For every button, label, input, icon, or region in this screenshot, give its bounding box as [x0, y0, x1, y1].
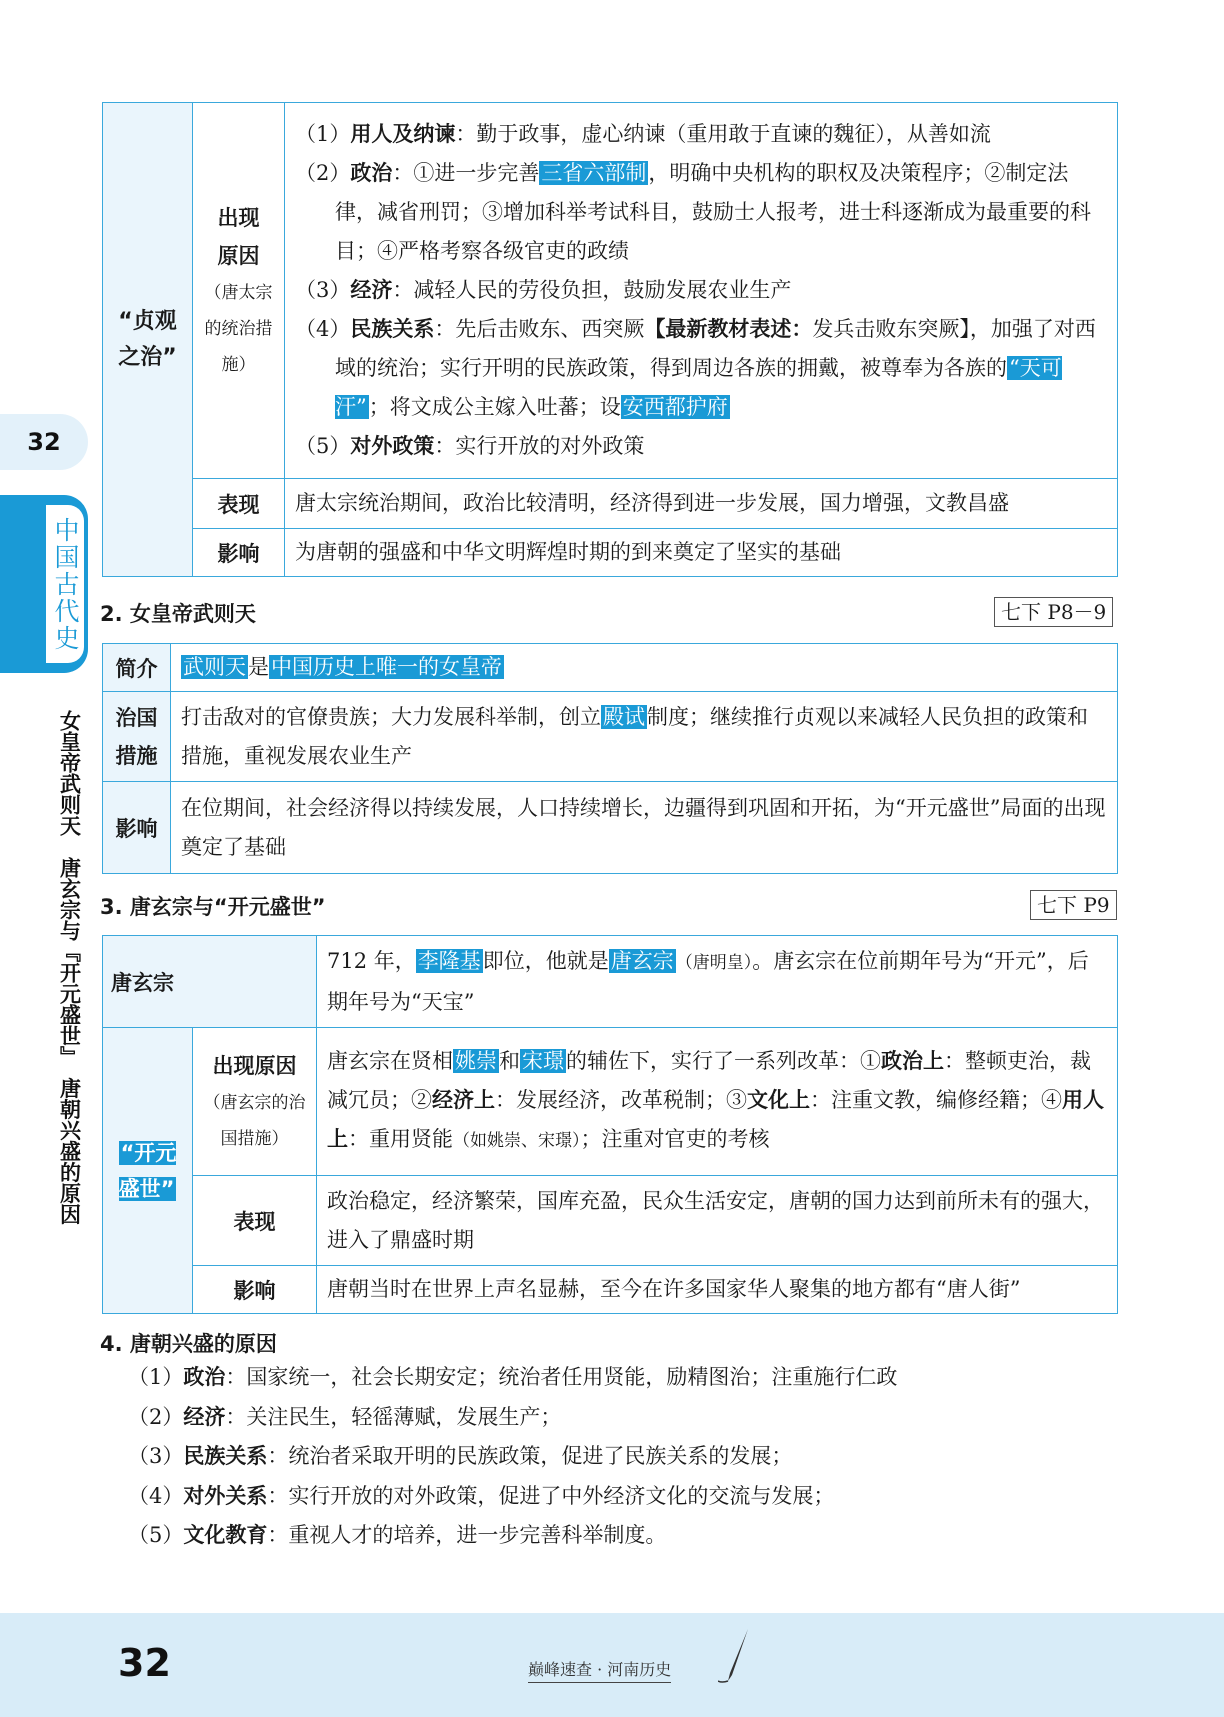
zhenguan-show-label: 表现 — [193, 479, 285, 529]
pen-icon — [718, 1627, 754, 1683]
footer-brand: 巅峰速查 · 河南历史 — [528, 1657, 671, 1683]
reason-item-2: （2）经济：关注民生，轻徭薄赋，发展生产； — [128, 1404, 562, 1429]
reason-item-5: （5）文化教育：重视人才的培养，进一步完善科举制度。 — [128, 1523, 667, 1547]
wuzetian-measures-label: 治国措施 — [103, 692, 171, 782]
side-topics — [52, 710, 86, 1250]
zhenguan-table — [102, 102, 1118, 577]
wuzetian-intro: 武则天是中国历史上唯一的女皇帝 — [171, 644, 1118, 692]
reason-item-1: （1）政治：国家统一，社会长期安定；统治者任用贤能，励精图治；注重施行仁政 — [128, 1365, 898, 1389]
side-chapter-label: 中国古代史 — [51, 516, 80, 652]
highlight-tian-kehan: “天可汗” — [335, 356, 1062, 419]
section-2-heading: 2. 女皇帝武则天 — [100, 602, 256, 626]
xuanzong-table — [102, 935, 1118, 1314]
xuanzong-ruler-label: 唐玄宗 — [103, 936, 317, 1028]
xuanzong-causes: 唐玄宗在贤相姚崇和宋璟的辅佐下，实行了一系列改革：①政治上：整顿吏治，裁减冗员；②经济上：发展经济，改革税制；③文化上：注重文教，编修经籍；④用人上：重用贤能（如姚崇、宋璟）；注重对官吏的考核 — [317, 1028, 1118, 1176]
zhenguan-cause-label: 出现原因 （唐太宗的统治措施） — [193, 103, 285, 479]
wuzetian-intro-label: 简介 — [103, 644, 171, 692]
xuanzong-cause-label: 出现原因 （唐玄宗的治国措施） — [193, 1028, 317, 1176]
side-chapter-tab — [0, 495, 88, 673]
zhenguan-title: “贞观之治” — [103, 103, 193, 577]
xuanzong-cause-note: （唐玄宗的治国措施） — [203, 1092, 306, 1149]
wuzetian-impact: 在位期间，社会经济得以持续发展，人口持续增长，边疆得到巩固和开拓，为“开元盛世”局面的出现奠定了基础 — [171, 782, 1118, 874]
zhenguan-causes — [285, 103, 1118, 479]
wuzetian-measures: 打击敌对的官僚贵族；大力发展科举制，创立殿试制度；继续推行贞观以来减轻人民负担的政策和措施，重视发展农业生产 — [171, 692, 1118, 782]
highlight-li-longji: 李隆基 — [417, 948, 481, 973]
xuanzong-ruler: 712 年，李隆基即位，他就是唐玄宗 （唐明皇）。唐玄宗在位前期年号为“开元”，后期年号为“天宝” — [317, 936, 1118, 1028]
highlight-three-departments: 三省六部制 — [541, 161, 647, 185]
kaiyuan-title: “开元盛世” — [103, 1028, 193, 1314]
zhenguan-item-3: （3）经济：减轻人民的劳役负担，鼓励发展农业生产 — [295, 278, 792, 302]
zhenguan-impact-text: 为唐朝的强盛和中华文明辉煌时期的到来奠定了坚实的基础 — [285, 529, 1118, 577]
zhenguan-show-text: 唐太宗统治期间，政治比较清明，经济得到进一步发展，国力增强，文教昌盛 — [285, 479, 1118, 529]
highlight-dianshi: 殿试 — [603, 704, 645, 729]
side-topics-label: 女皇帝武则天 唐玄宗与『开元盛世』 唐朝兴盛的原因 — [57, 710, 82, 1225]
highlight-tang-xuanzong: 唐玄宗 — [610, 948, 674, 973]
section-3-ref: 七下 P9 — [1030, 890, 1117, 920]
xuanzong-show-label: 表现 — [193, 1176, 317, 1266]
zhenguan-cause-note: （唐太宗的统治措施） — [204, 282, 273, 375]
xuanzong-show: 政治稳定，经济繁荣，国库充盈，民众生活安定，唐朝的国力达到前所未有的强大，进入了鼎盛时期 — [317, 1176, 1118, 1266]
side-page-number: 32 — [0, 414, 88, 470]
section-4-heading: 4. 唐朝兴盛的原因 — [100, 1332, 277, 1356]
section-3-heading: 3. 唐玄宗与“开元盛世” — [100, 895, 326, 919]
wuzetian-table — [102, 643, 1118, 874]
footer — [0, 1613, 1224, 1717]
footer-page-number: 32 — [118, 1641, 171, 1685]
reasons-list — [128, 1358, 1128, 1556]
xuanzong-impact-label: 影响 — [193, 1266, 317, 1314]
reason-item-3: （3）民族关系：统治者采取开明的民族政策，促进了民族关系的发展； — [128, 1444, 793, 1468]
zhenguan-item-1: （1）用人及纳谏：勤于政事，虚心纳谏（重用敢于直谏的魏征），从善如流 — [295, 122, 991, 146]
highlight-anxi: 安西都护府 — [622, 395, 728, 419]
zhenguan-item-4: （4）民族关系：先后击败东、西突厥【最新教材表述：发兵击败东突厥】，加强了对西域的统治；实行开明的民族政策，得到周边各族的拥戴，被尊奉为各族的“天可汗”；将文成公主嫁入吐蕃；设安西都护府 — [295, 317, 1096, 419]
zhenguan-impact-label: 影响 — [193, 529, 285, 577]
zhenguan-item-2: （2）政治：①进一步完善三省六部制，明确中央机构的职权及决策程序；②制定法律，减省刑罚；③增加科举考试科目，鼓励士人报考，进士科逐渐成为最重要的科目；④严格考察各级官吏的政绩 — [295, 161, 1091, 263]
section-2-ref: 七下 P8－9 — [994, 597, 1113, 627]
wuzetian-impact-label: 影响 — [103, 782, 171, 874]
zhenguan-item-5: （5）对外政策：实行开放的对外政策 — [295, 434, 645, 458]
xuanzong-impact: 唐朝当时在世界上声名显赫，至今在许多国家华人聚集的地方都有“唐人街” — [317, 1266, 1118, 1314]
reason-item-4: （4）对外关系：实行开放的对外政策，促进了中外经济文化的交流与发展； — [128, 1483, 835, 1508]
